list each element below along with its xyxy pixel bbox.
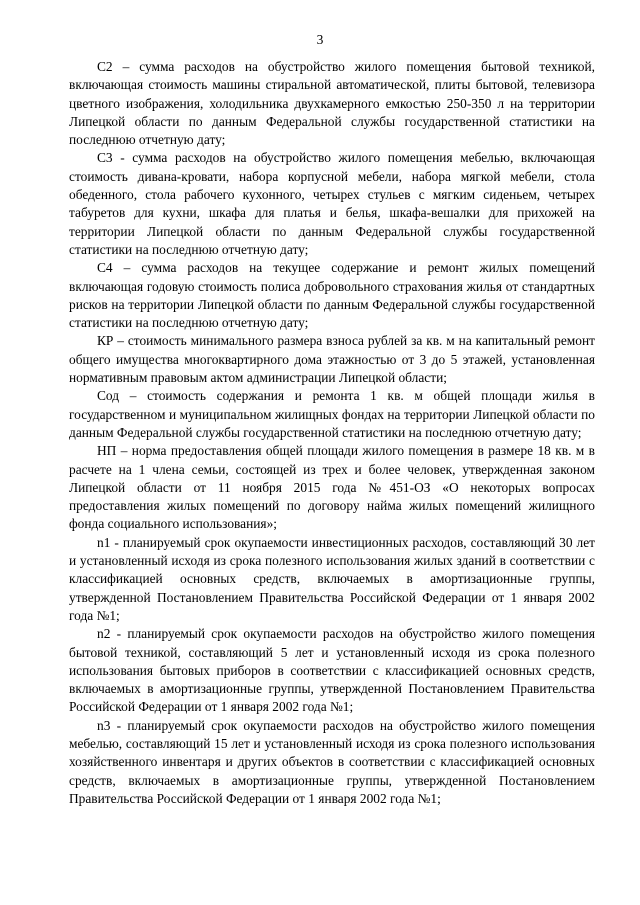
- page-number: 3: [316, 32, 324, 47]
- paragraph-n3-definition: n3 - планируемый срок окупаемости расходов на обустройство жилого помещения мебелью, составляющий 15 лет и установленный исходя из срока полезного использования хозяйственного инвентаря и других объектов в соответствии с классификацией основных средств, включаемых в амортизационные группы, утвержденной Постановлением Правительства Российской Федерации от 1 января 2002 года №1;: [69, 717, 595, 806]
- paragraph-sod-definition: Сод – стоимость содержания и ремонта 1 кв. м общей площади жилья в государственном и муниципальном жилищных фондах на территории Липецкой области по данным Федеральной службы государственной статистики на последнюю отчетную дату;: [69, 388, 595, 440]
- document-body: [69, 58, 595, 808]
- paragraph-c3-definition: С3 - сумма расходов на обустройство жилого помещения мебелью, включающая стоимость дивана-кровати, набора корпусной мебели, набора мягкой мебели, стола обеденного, стола рабочего кухонного, четырех стульев с мягким сиденьем, четырех табуретов для кухни, шкафа для платья и белья, шкафа-вешалки для прихожей на территории Липецкой области по данным Федеральной службы государственной статистики на последнюю отчетную дату;: [69, 150, 595, 257]
- paragraph-c4-definition: С4 – сумма расходов на текущее содержание и ремонт жилых помещений включающая годовую стоимость полиса добровольного страхования жилья от стандартных рисков на территории Липецкой области по данным Федеральной службы государственной статистики на последнюю отчетную дату;: [69, 260, 595, 331]
- paragraph-n2-definition: n2 - планируемый срок окупаемости расходов на обустройство жилого помещения бытовой техникой, составляющий 5 лет и установленный исходя из срока полезного использования бытовых приборов в соответствии с классификацией основных средств, включаемых в амортизационные группы, утвержденной Постановлением Правительства Российской Федерации от 1 января 2002 года №1;: [69, 626, 595, 715]
- paragraph-c2-definition: С2 – сумма расходов на обустройство жилого помещения бытовой техникой, включающая стоимость машины стиральной автоматической, плиты бытовой, телевизора цветного изображения, холодильника двухкамерного емкостью 250-350 л на территории Липецкой области по данным Федеральной службы государственной статистики на последнюю отчетную дату;: [69, 59, 595, 148]
- paragraph-kr-definition: КР – стоимость минимального размера взноса рублей за кв. м на капитальный ремонт общего имущества многоквартирного дома этажностью от 3 до 5 этажей, установленная нормативным правовым актом администрации Липецкой области;: [69, 333, 595, 386]
- paragraph-n1-definition: n1 - планируемый срок окупаемости инвестиционных расходов, составляющий 30 лет и установленный исходя из срока полезного использования жилых зданий в соответствии с классификацией основных средств, включаемых в амортизационные группы, утвержденной Постановлением Правительства Российской Федерации от 1 января 2002 года №1;: [69, 534, 595, 623]
- paragraph-np-definition: НП – норма предоставления общей площади жилого помещения в размере 18 кв. м в расчете на 1 члена семьи, состоящей из трех и более человек, утвержденная законом Липецкой области от 11 ноября 2015 года №451-ОЗ «О некоторых вопросах предоставления жилых помещений по договору найма жилых помещений жилищного фонда социального использования»;: [69, 443, 595, 532]
